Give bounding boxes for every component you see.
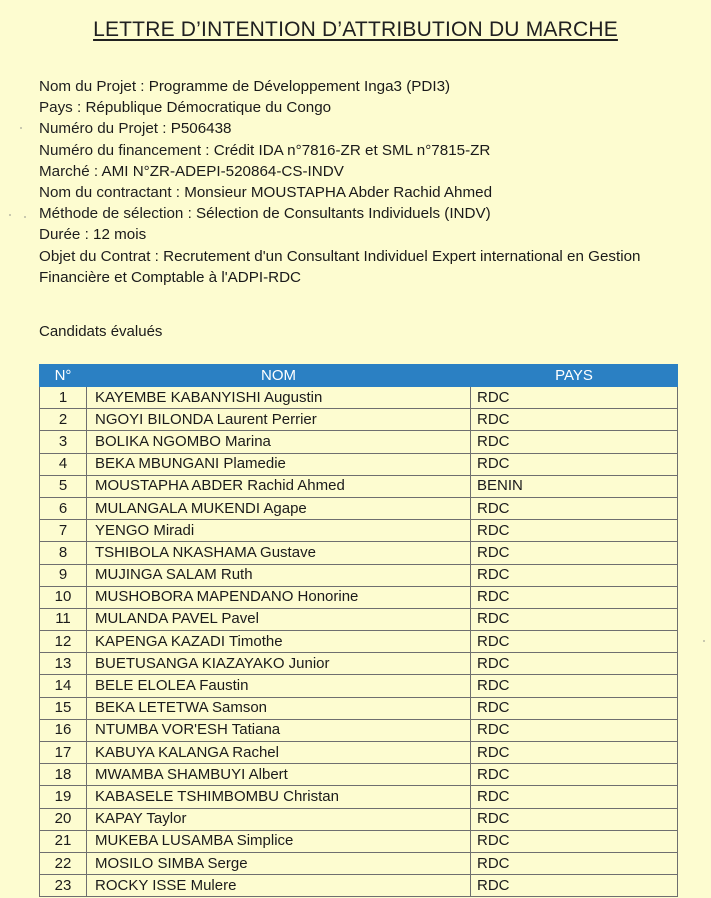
info-row-project-name [39,76,679,97]
duration-value: 12 mois [93,226,147,244]
candidate-country: RDC [471,719,678,741]
info-row-financing-number [39,140,679,161]
section-title-candidates: Candidats évalués [39,323,163,340]
header-name: NOM [87,365,471,387]
candidate-name: MULANGALA MUKENDI Agape [87,497,471,519]
table-row [40,764,678,786]
candidate-name: KAYEMBE KABANYISHI Augustin [87,387,471,409]
table-row [40,830,678,852]
market-value: AMI N°ZR-ADEPI-520864-CS-INDV [101,162,344,180]
candidate-country: RDC [471,564,678,586]
duration-label: Durée : [39,226,94,244]
market-label: Marché : [39,162,102,180]
candidate-country: RDC [471,431,678,453]
table-row [40,808,678,830]
table-row [40,653,678,675]
candidate-country: RDC [471,742,678,764]
candidate-country: RDC [471,852,678,874]
row-number: 5 [40,475,87,497]
table-row [40,520,678,542]
row-number: 11 [40,608,87,630]
row-number: 22 [40,852,87,874]
candidate-country: RDC [471,497,678,519]
contract-object-value: Recrutement d'un Consultant Individuel Expert international en Gestion Financière et Comptable à l'ADPI-RDC [39,247,641,286]
info-row-selection-method [39,203,679,224]
row-number: 12 [40,631,87,653]
candidate-name: YENGO Miradi [87,520,471,542]
financing-number-label: Numéro du financement : [39,141,214,159]
table-row [40,675,678,697]
candidate-country: RDC [471,409,678,431]
table-row [40,608,678,630]
candidate-country: RDC [471,675,678,697]
table-row [40,387,678,409]
candidate-country: RDC [471,875,678,897]
project-number-value: P506438 [170,120,232,138]
candidate-name: KABASELE TSHIMBOMBU Christan [87,786,471,808]
project-name-value: Programme de Développement Inga3 (PDI3) [148,78,451,95]
candidate-name: TSHIBOLA NKASHAMA Gustave [87,542,471,564]
project-info [39,76,679,288]
candidate-name: MUKEBA LUSAMBA Simplice [87,830,471,852]
candidate-name: KAPAY Taylor [87,808,471,830]
row-number: 14 [40,675,87,697]
table-row [40,852,678,874]
candidate-country: RDC [471,786,678,808]
row-number: 10 [40,586,87,608]
financing-number-value: Crédit IDA n°7816-ZR et SML n°7815-ZR [213,141,491,159]
selection-method-value: Sélection de Consultants Individuels (INDV) [196,205,491,223]
header-country: PAYS [471,365,678,387]
candidate-name: BUETUSANGA KIAZAYAKO Junior [87,653,471,675]
table-row [40,586,678,608]
row-number: 4 [40,453,87,475]
row-number: 1 [40,387,87,409]
row-number: 9 [40,564,87,586]
table-header-row [40,365,678,387]
row-number: 3 [40,431,87,453]
info-row-market [39,161,679,182]
table-row [40,453,678,475]
candidate-name: BEKA MBUNGANI Plamedie [87,453,471,475]
candidate-country: RDC [471,586,678,608]
row-number: 21 [40,830,87,852]
table-row [40,631,678,653]
row-number: 7 [40,520,87,542]
candidate-name: BOLIKA NGOMBO Marina [87,431,471,453]
info-row-project-number [39,118,679,139]
project-number-label: Numéro du Projet : [39,120,171,138]
contract-object-label: Objet du Contrat : [39,247,164,265]
table-row [40,475,678,497]
contractor-value: Monsieur MOUSTAPHA Abder Rachid Ahmed [184,184,493,202]
project-name-label: Nom du Projet : [39,78,149,95]
row-number: 20 [40,808,87,830]
candidate-country: RDC [471,808,678,830]
info-row-duration [39,224,679,245]
table-row [40,431,678,453]
candidate-country: RDC [471,764,678,786]
row-number: 13 [40,653,87,675]
country-value: République Démocratique du Congo [85,99,332,117]
candidate-name: KABUYA KALANGA Rachel [87,742,471,764]
row-number: 23 [40,875,87,897]
table-row [40,786,678,808]
row-number: 15 [40,697,87,719]
row-number: 19 [40,786,87,808]
table-row [40,875,678,897]
selection-method-label: Méthode de sélection : [39,205,197,223]
candidate-country: RDC [471,608,678,630]
table-row [40,742,678,764]
row-number: 17 [40,742,87,764]
row-number: 8 [40,542,87,564]
candidate-country: RDC [471,542,678,564]
candidate-country: RDC [471,453,678,475]
table-row [40,542,678,564]
table-row [40,497,678,519]
candidate-country: BENIN [471,475,678,497]
table-row [40,719,678,741]
candidate-country: RDC [471,653,678,675]
row-number: 18 [40,764,87,786]
candidate-name: KAPENGA KAZADI Timothe [87,631,471,653]
row-number: 6 [40,497,87,519]
candidate-name: MUJINGA SALAM Ruth [87,564,471,586]
table-row [40,697,678,719]
candidate-name: MOUSTAPHA ABDER Rachid Ahmed [87,475,471,497]
candidate-name: MULANDA PAVEL Pavel [87,608,471,630]
info-row-contract-object [39,246,679,288]
header-number: N° [40,365,87,387]
table-row [40,564,678,586]
candidate-name: NTUMBA VOR'ESH Tatiana [87,719,471,741]
candidate-name: BEKA LETETWA Samson [87,697,471,719]
candidate-country: RDC [471,387,678,409]
candidate-country: RDC [471,631,678,653]
info-row-country [39,97,679,118]
candidate-name: MUSHOBORA MAPENDANO Honorine [87,586,471,608]
row-number: 2 [40,409,87,431]
document-title: LETTRE D’INTENTION D’ATTRIBUTION DU MARCHE [93,18,618,41]
candidate-name: NGOYI BILONDA Laurent Perrier [87,409,471,431]
candidate-country: RDC [471,520,678,542]
candidates-table [39,364,678,897]
country-label: Pays : [39,99,86,117]
candidate-country: RDC [471,830,678,852]
candidate-name: MWAMBA SHAMBUYI Albert [87,764,471,786]
candidate-name: BELE ELOLEA Faustin [87,675,471,697]
info-row-contractor [39,182,679,203]
table-row [40,409,678,431]
candidate-name: MOSILO SIMBA Serge [87,852,471,874]
contractor-label: Nom du contractant : [39,184,185,202]
candidate-country: RDC [471,697,678,719]
row-number: 16 [40,719,87,741]
candidate-name: ROCKY ISSE Mulere [87,875,471,897]
